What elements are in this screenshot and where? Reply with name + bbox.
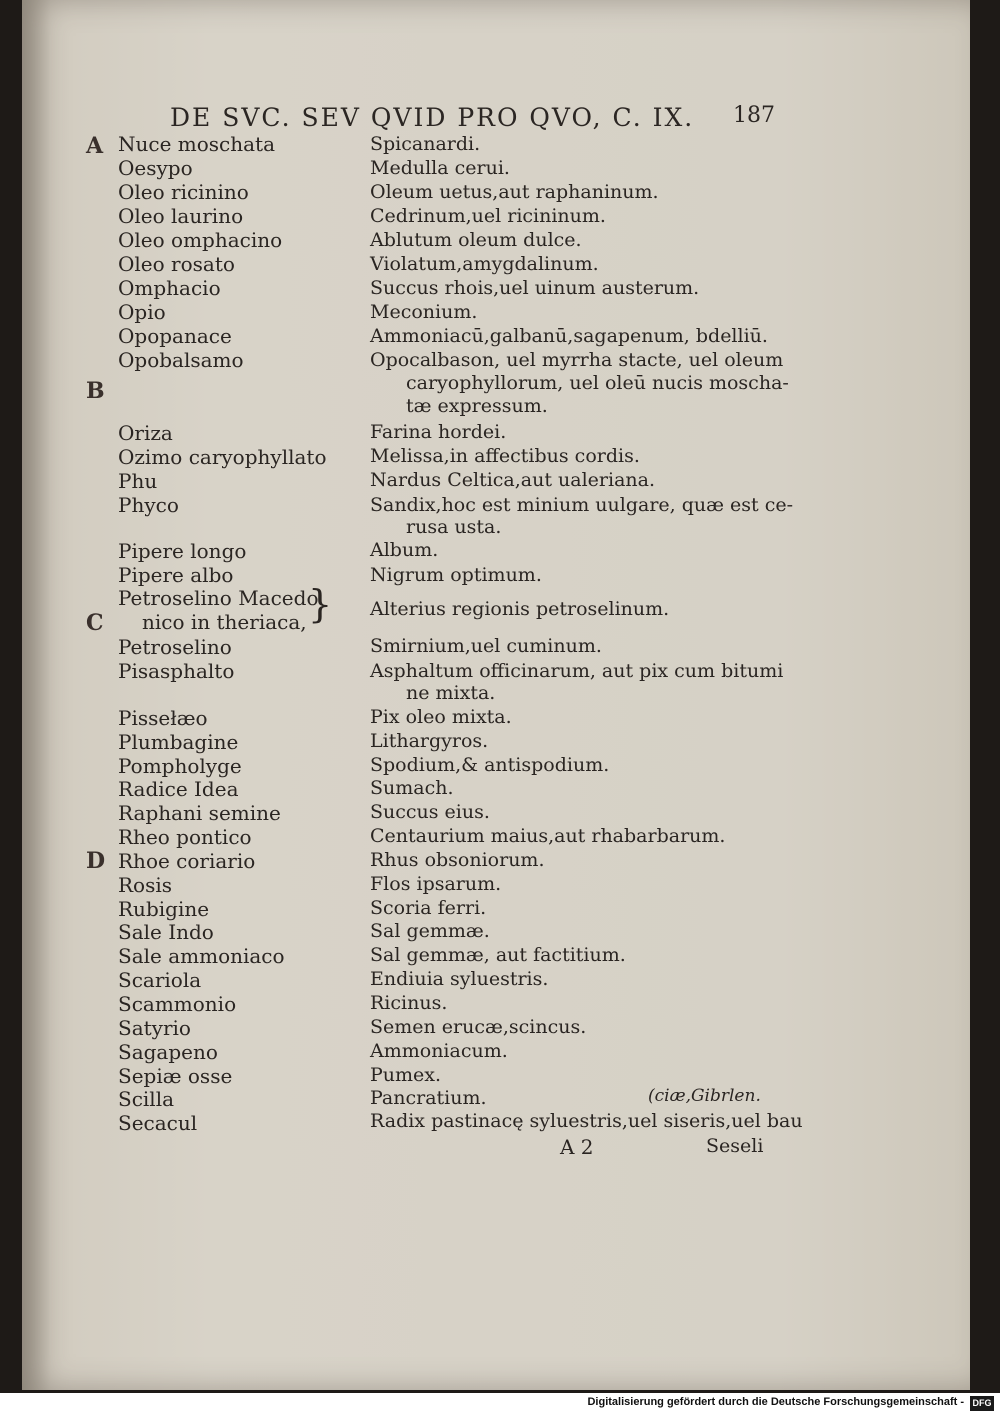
entry-term: Pissełæo — [118, 706, 208, 730]
entry-substitute: Ammoniacum. — [370, 1040, 508, 1062]
entry-term-continuation: nico in theriaca, — [142, 610, 307, 634]
entry-substitute-continuation: tæ expressum. — [406, 395, 548, 417]
entry-term: Pipere albo — [118, 563, 234, 587]
section-letter-c: C — [86, 610, 104, 636]
entry-term: Omphacio — [118, 276, 221, 300]
entry-term: Oesypo — [118, 156, 193, 180]
entry-substitute: Asphaltum officinarum, aut pix cum bitumi — [370, 660, 784, 682]
entry-substitute: Ammoniacū,galbanū,sagapenum, bdelliū. — [370, 325, 768, 347]
entry-substitute: Sandix,hoc est minium uulgare, quæ est ce- — [370, 494, 794, 516]
entry-term: Opio — [118, 300, 166, 324]
entry-term: Nuce moschata — [118, 132, 276, 156]
entry-term: Oriza — [118, 421, 173, 445]
entry-term: Sale Indo — [118, 920, 214, 944]
entry-substitute: Ablutum oleum dulce. — [370, 229, 582, 251]
entry-term: Ozimo caryophyllato — [118, 445, 327, 469]
entry-term: Pompholyge — [118, 754, 242, 778]
entry-substitute-continuation: caryophyllorum, uel oleū nucis moscha- — [406, 372, 789, 394]
entry-substitute: Oleum uetus,aut raphaninum. — [370, 181, 659, 203]
marginal-note: (ciæ,Gibrlen. — [648, 1086, 761, 1106]
entry-substitute: Farina hordei. — [370, 421, 507, 443]
entry-term: Rheo pontico — [118, 825, 252, 849]
entry-term: Opobalsamo — [118, 348, 244, 372]
entry-substitute: Sumach. — [370, 777, 454, 799]
digitization-footer — [0, 1393, 1000, 1415]
entry-term: Sagapeno — [118, 1040, 218, 1064]
entry-substitute: Semen erucæ,scincus. — [370, 1016, 587, 1038]
entry-substitute: Succus rhois,uel uinum austerum. — [370, 277, 700, 299]
entry-substitute: Centaurium maius,aut rhabarbarum. — [370, 825, 726, 847]
entry-substitute: Pix oleo mixta. — [370, 706, 512, 728]
entry-term: Rhoe coriario — [118, 849, 256, 873]
entry-term: Phyco — [118, 493, 179, 517]
entry-substitute: Radix pastinacę syluestris,uel siseris,uel bau — [370, 1110, 803, 1132]
entry-term: Scariola — [118, 968, 202, 992]
entry-term: Scilla — [118, 1087, 175, 1111]
entry-term: Petroselino Macedo — [118, 586, 319, 610]
entry-substitute: Alterius regionis petroselinum. — [370, 598, 670, 620]
entry-term: Satyrio — [118, 1016, 191, 1040]
signature-mark: A 2 — [560, 1135, 594, 1159]
entry-substitute: Scoria ferri. — [370, 897, 487, 919]
entry-substitute: Melissa,in affectibus cordis. — [370, 445, 640, 467]
entry-substitute-continuation: rusa usta. — [406, 516, 502, 538]
entry-substitute: Cedrinum,uel ricininum. — [370, 205, 606, 227]
entry-substitute: Smirnium,uel cuminum. — [370, 635, 602, 657]
entry-substitute: Sal gemmæ, aut factitium. — [370, 944, 626, 966]
entry-term: Secacul — [118, 1111, 198, 1135]
entry-term: Pisasphalto — [118, 659, 235, 683]
catchword: Seseli — [706, 1135, 764, 1157]
entry-substitute: Flos ipsarum. — [370, 873, 502, 895]
entry-term: Pipere longo — [118, 539, 247, 563]
entry-substitute: Opocalbason, uel myrrha stacte, uel oleum — [370, 349, 784, 371]
entry-substitute: Album. — [370, 539, 439, 561]
entry-term: Oleo rosato — [118, 252, 235, 276]
entry-substitute: Spicanardi. — [370, 133, 481, 155]
entry-substitute: Sal gemmæ. — [370, 920, 490, 942]
entry-term: Raphani semine — [118, 801, 281, 825]
entry-substitute: Ricinus. — [370, 992, 448, 1014]
entry-substitute: Lithargyros. — [370, 730, 489, 752]
entry-substitute-continuation: ne mixta. — [406, 682, 496, 704]
entry-term: Sepiæ osse — [118, 1064, 233, 1088]
entry-substitute: Nardus Celtica,aut ualeriana. — [370, 469, 656, 491]
dfg-logo-icon: DFG — [970, 1396, 994, 1411]
entry-substitute: Nigrum optimum. — [370, 564, 542, 586]
entry-substitute: Pumex. — [370, 1064, 442, 1086]
entry-term: Opopanace — [118, 324, 232, 348]
entry-term: Petroselino — [118, 635, 232, 659]
funding-credit: Digitalisierung gefördert durch die Deutsche Forschungsgemeinschaft - — [587, 1396, 964, 1408]
entry-term: Radice Idea — [118, 777, 239, 801]
entry-term: Oleo laurino — [118, 204, 244, 228]
entry-term: Sale ammoniaco — [118, 944, 285, 968]
entry-substitute: Violatum,amygdalinum. — [370, 253, 599, 275]
entry-term: Oleo omphacino — [118, 228, 283, 252]
entry-substitute: Meconium. — [370, 301, 478, 323]
entry-substitute: Spodium,& antispodium. — [370, 754, 610, 776]
section-letter-d: D — [86, 848, 106, 874]
entry-substitute: Pancratium. — [370, 1087, 487, 1109]
entry-term: Oleo ricinino — [118, 180, 249, 204]
entry-term: Scammonio — [118, 992, 237, 1016]
entry-substitute: Rhus obsoniorum. — [370, 849, 545, 871]
brace-mark: } — [308, 582, 333, 626]
page-number: 187 — [733, 103, 775, 128]
running-title: DE SVC. SEV QVID PRO QVO, C. IX. — [170, 103, 695, 132]
section-letter-a: A — [86, 133, 104, 159]
entry-substitute: Medulla cerui. — [370, 157, 510, 179]
section-letter-b: B — [86, 378, 105, 404]
entry-term: Rosis — [118, 873, 173, 897]
entry-substitute: Endiuia syluestris. — [370, 968, 549, 990]
entry-substitute: Succus eius. — [370, 801, 490, 823]
entry-term: Rubigine — [118, 897, 210, 921]
entry-term: Plumbagine — [118, 730, 239, 754]
entry-term: Phu — [118, 469, 158, 493]
